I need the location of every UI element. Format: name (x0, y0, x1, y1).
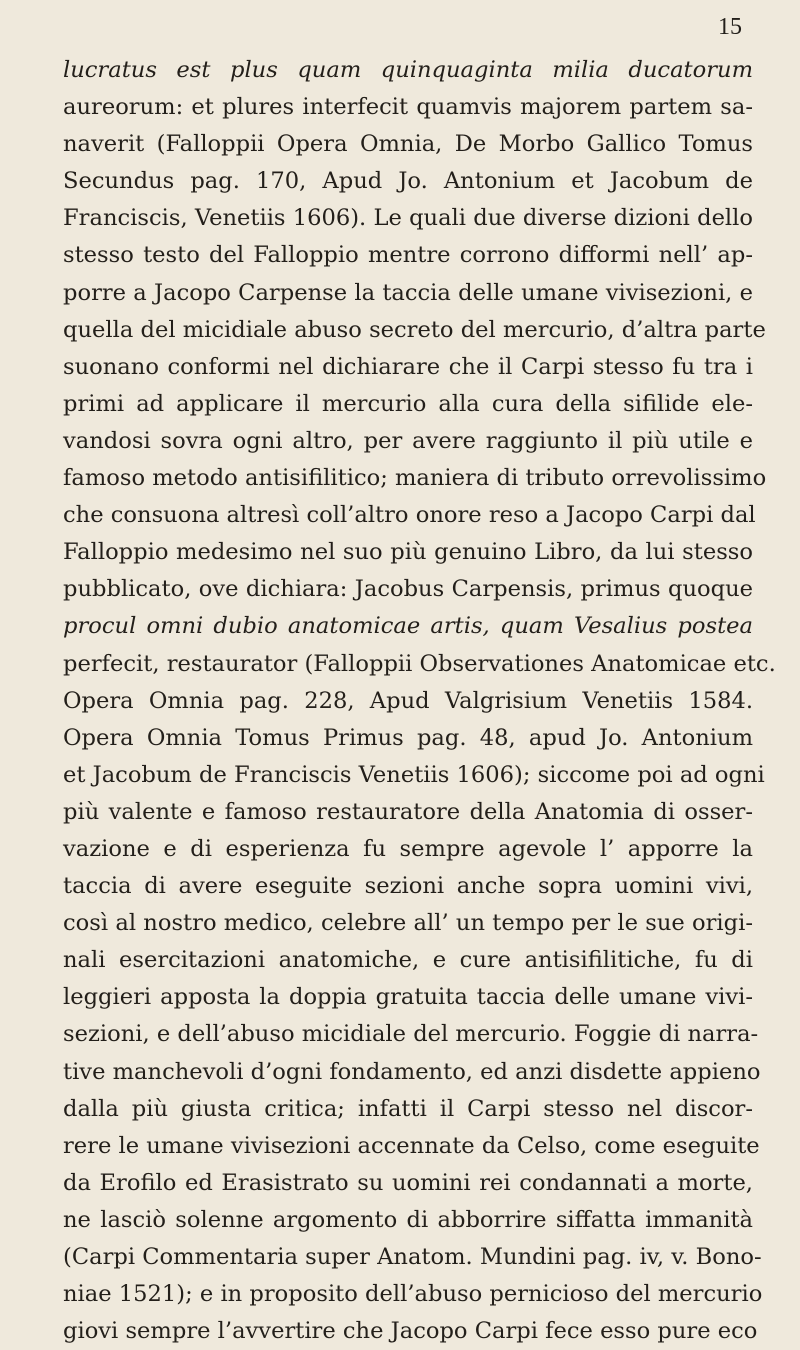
text-line: Opera Omnia Tomus Primus pag. 48, apud Jo. Antonium (63, 724, 753, 751)
text-line: famoso metodo antisifilitico; maniera di tributo orrevolissimo (63, 465, 767, 492)
text-line: così al nostro medico, celebre all’ un tempo per le sue origi- (63, 910, 753, 937)
text-line: niae 1521); e in proposito dell’abuso pernicioso del mercurio (63, 1281, 763, 1308)
text-line: pubblicato, ove dichiara: Jacobus Carpensis, primus quoque (63, 576, 753, 603)
text-line: et Jacobum de Franciscis Venetiis 1606); siccome poi ad ogni (63, 761, 765, 788)
text-line: rere le umane vivisezioni accennate da Celso, come eseguite (63, 1132, 760, 1159)
text-line: nali esercitazioni anatomiche, e cure antisifilitiche, fu di (63, 947, 753, 974)
text-line: giovi sempre l’avvertire che Jacopo Carpi fece esso pure eco (63, 1318, 758, 1345)
text-line: Franciscis, Venetiis 1606). Le quali due diverse dizioni dello (63, 205, 753, 232)
text-line: Opera Omnia pag. 228, Apud Valgrisium Venetiis 1584. (63, 687, 753, 714)
text-line: leggieri apposta la doppia gratuita taccia delle umane vivi- (63, 984, 753, 1011)
text-line: perfecit, restaurator (Falloppii Observationes Anatomicae etc. (63, 650, 776, 677)
text-line: (Carpi Commentaria super Anatom. Mundini pag. iv, v. Bono- (63, 1244, 762, 1270)
text-line: naverit (Falloppii Opera Omnia, De Morbo Gallico Tomus (63, 131, 753, 158)
text-line: vazione e di esperienza fu sempre agevole l’ apporre la (63, 835, 753, 862)
text-line: suonano conformi nel dichiarare che il Carpi stesso fu tra i (63, 353, 753, 380)
text-line: ne lasciò solenne argomento di abborrire siffatta immanità (63, 1206, 753, 1233)
text-line: tive manchevoli d’ogni fondamento, ed anzi disdette appieno (63, 1058, 761, 1085)
text-line: taccia di avere eseguite sezioni anche sopra uomini vivi, (63, 873, 753, 900)
text-line: lucratus est plus quam quinquaginta milia ducatorum (63, 57, 753, 83)
text-line: da Erofilo ed Erasistrato su uomini rei condannati a morte, (63, 1169, 753, 1196)
text-line: primi ad applicare il mercurio alla cura della sifilide ele- (63, 390, 753, 417)
text-line: procul omni dubio anatomicae artis, quam Vesalius postea (63, 613, 753, 640)
text-line: più valente e famoso restauratore della Anatomia di osser- (63, 798, 753, 825)
text-line: porre a Jacopo Carpense la taccia delle umane vivisezioni, e (63, 279, 753, 306)
text-line: sezioni, e dell’abuso micidiale del mercurio. Foggie di narra- (63, 1021, 759, 1048)
text-line: Secundus pag. 170, Apud Jo. Antonium et Jacobum de (63, 168, 753, 195)
body-text (63, 52, 776, 1350)
text-line: aureorum: et plures interfecit quamvis majorem partem sa- (63, 94, 753, 121)
text-line: dalla più giusta critica; infatti il Carpi stesso nel discor- (63, 1095, 753, 1122)
text-line: Falloppio medesimo nel suo più genuino Libro, da lui stesso (63, 539, 753, 566)
text-line: stesso testo del Falloppio mentre corrono difformi nell’ ap- (63, 242, 753, 269)
text-line: quella del micidiale abuso secreto del mercurio, d’altra parte (63, 316, 766, 343)
text-line: vandosi sovra ogni altro, per avere raggiunto il più utile e (63, 427, 753, 454)
text-line: che consuona altresì coll’altro onore reso a Jacopo Carpi dal (63, 502, 756, 529)
page-number: 15 (718, 14, 742, 40)
